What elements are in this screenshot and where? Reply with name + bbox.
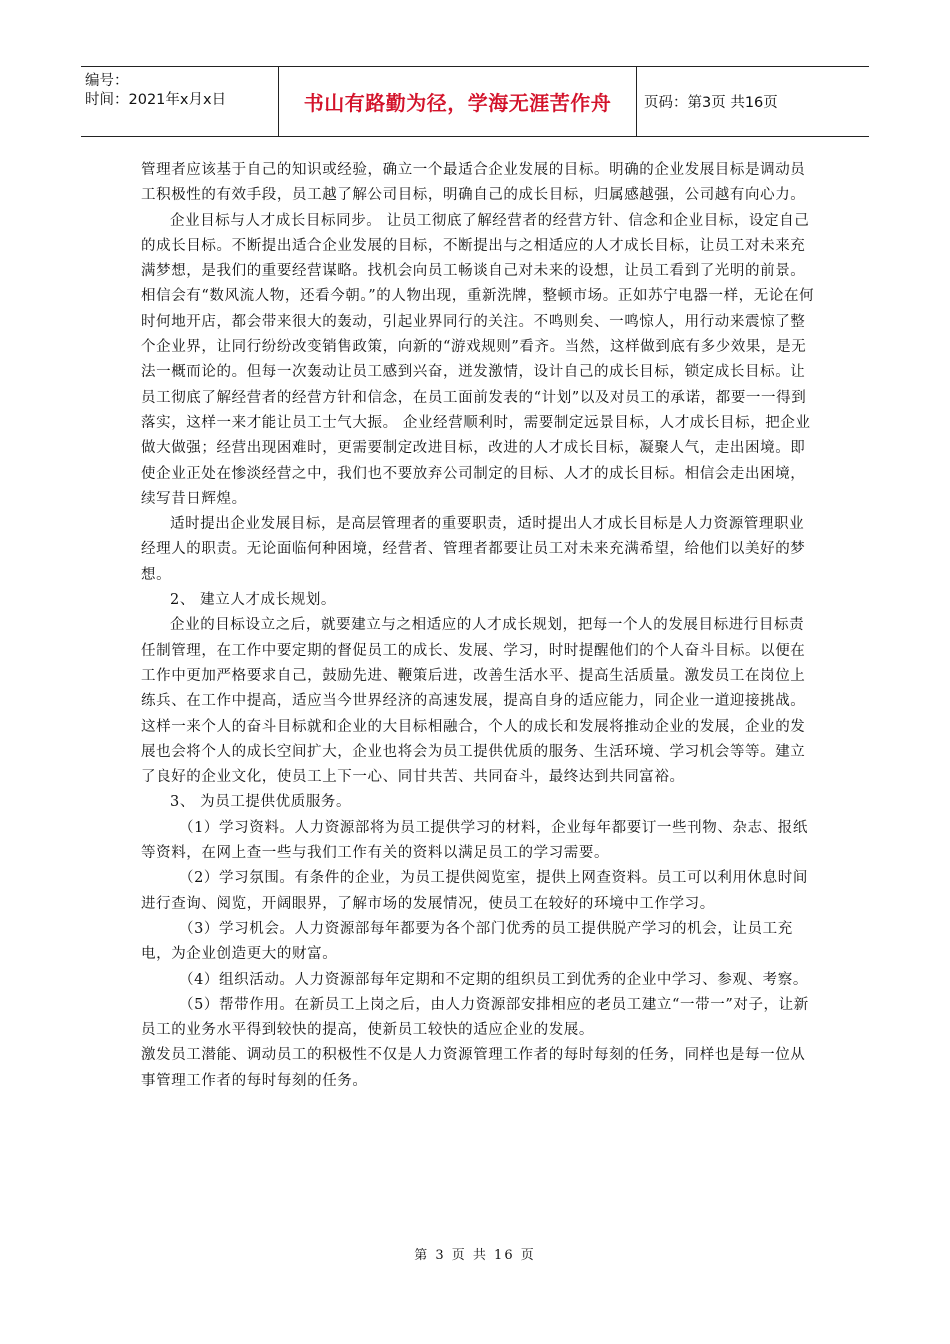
page-header <box>81 66 869 137</box>
page-footer: 第 3 页 共 16 页 <box>414 1248 536 1263</box>
document-body <box>141 158 819 1094</box>
document-time-label: 时间：2021年x月x日 <box>85 92 227 108</box>
document-number-label: 编号： <box>85 73 129 89</box>
paragraph: 企业的目标设立之后，就要建立与之相适应的人才成长规划，把每一个人的发展目标进行目标责任制管理，在工作中要定期的督促员工的成长、发展、学习，时时提醒他们的个人奋斗目标。以便在工作中更加严格要求自己，鼓励先进、鞭策后进，改善生活水平、提高生活质量。激发员工在岗位上练兵、在工作中提高，适应当今世界经济的高速发展，提高自身的适应能力，同企业一道迎接挑战。这样一来个人的奋斗目标就和企业的大目标相融合，个人的成长和发展将推动企业的发展，企业的发展也会将个人的成长空间扩大，企业也将会为员工提供优质的服务、生活环境、学习机会等等。建立了良好的企业文化，使员工上下一心、同甘共苦、共同奋斗，最终达到共同富裕。 <box>141 617 806 786</box>
list-item: （5）帮带作用。在新员工上岗之后，由人力资源部安排相应的老员工建立“一带一”对子，让新员工的业务水平得到较快的提高，使新员工较快的适应企业的发展。 <box>141 996 809 1039</box>
section-heading: 3、 为员工提供优质服务。 <box>170 794 352 811</box>
header-meta-cell <box>81 67 278 136</box>
list-item: （1）学习资料。人力资源部将为员工提供学习的材料，企业每年都要订一些刊物、杂志、报纸等资料，在网上查一些与我们工作有关的资料以满足员工的学习需要。 <box>141 819 808 862</box>
paragraph: 适时提出企业发展目标，是高层管理者的重要职责，适时提出人才成长目标是人力资源管理职业经理人的职责。无论面临何种困境，经营者、管理者都要让员工对未来充满希望，给他们以美好的梦想。 <box>141 516 806 583</box>
list-item: （3）学习机会。人力资源部每年都要为各个部门优秀的员工提供脱产学习的机会，让员工充电，为企业创造更大的财富。 <box>141 920 793 963</box>
section-heading: 2、 建立人才成长规划。 <box>170 592 337 609</box>
list-item: （4）组织活动。人力资源部每年定期和不定期的组织员工到优秀的企业中学习、参观、考察。 <box>179 971 808 988</box>
paragraph: 激发员工潜能、调动员工的积极性不仅是人力资源管理工作者的每时每刻的任务，同样也是每一位从事管理工作者的每时每刻的任务。 <box>141 1047 806 1089</box>
paragraph: 管理者应该基于自己的知识或经验，确立一个最适合企业发展的目标。明确的企业发展目标是调动员工积极性的有效手段，员工越了解公司目标，明确自己的成长目标，归属感越强，公司越有向心力。 <box>141 162 806 204</box>
header-motto: 书山有路勤为径，学海无涯苦作舟 <box>278 67 637 136</box>
list-item: （2）学习氛围。有条件的企业，为员工提供阅览室，提供上网查资料。员工可以利用休息时间进行查询、阅览，开阔眼界，了解市场的发展情况，使员工在较好的环境中工作学习。 <box>141 870 808 912</box>
header-page-number: 页码：第3页 共16页 <box>644 95 778 111</box>
paragraph: 企业目标与人才成长目标同步。 让员工彻底了解经营者的经营方针、信念和企业目标，设定自己的成长目标。不断提出适合企业发展的目标，不断提出与之相适应的人才成长目标，让员工对未来充满梦想，是我们的重要经营谋略。找机会向员工畅谈自己对未来的设想，让员工看到了光明的前景。相信会有“数风流人物，还看今朝。”的人物出现，重新洗牌，整顿市场。正如苏宁电器一样，无论在何时何地开店，都会带来很大的轰动，引起业界同行的关注。不鸣则矣、一鸣惊人，用行动来震惊了整个企业界，让同行纷纷改变销售政策，向新的“游戏规则”看齐。当然，这样做到底有多少效果，是无法一概而论的。但每一次轰动让员工感到兴奋，迸发激情，设计自己的成长目标，锁定成长目标。让员工彻底了解经营者的经营方针和信念，在员工面前发表的“计划”以及对员工的承诺，都要一一得到落实，这样一来才能让员工士气大振。 企业经营顺利时，需要制定远景目标，人才成长目标，把企业做大做强；经营出现困难时，更需要制定改进目标，改进的人才成长目标，凝聚人气，走出困境。即使企业正处在惨淡经营之中，我们也不要放弃公司制定的目标、人才的成长目标。相信会走出困境，续写昔日辉煌。 <box>141 212 815 507</box>
